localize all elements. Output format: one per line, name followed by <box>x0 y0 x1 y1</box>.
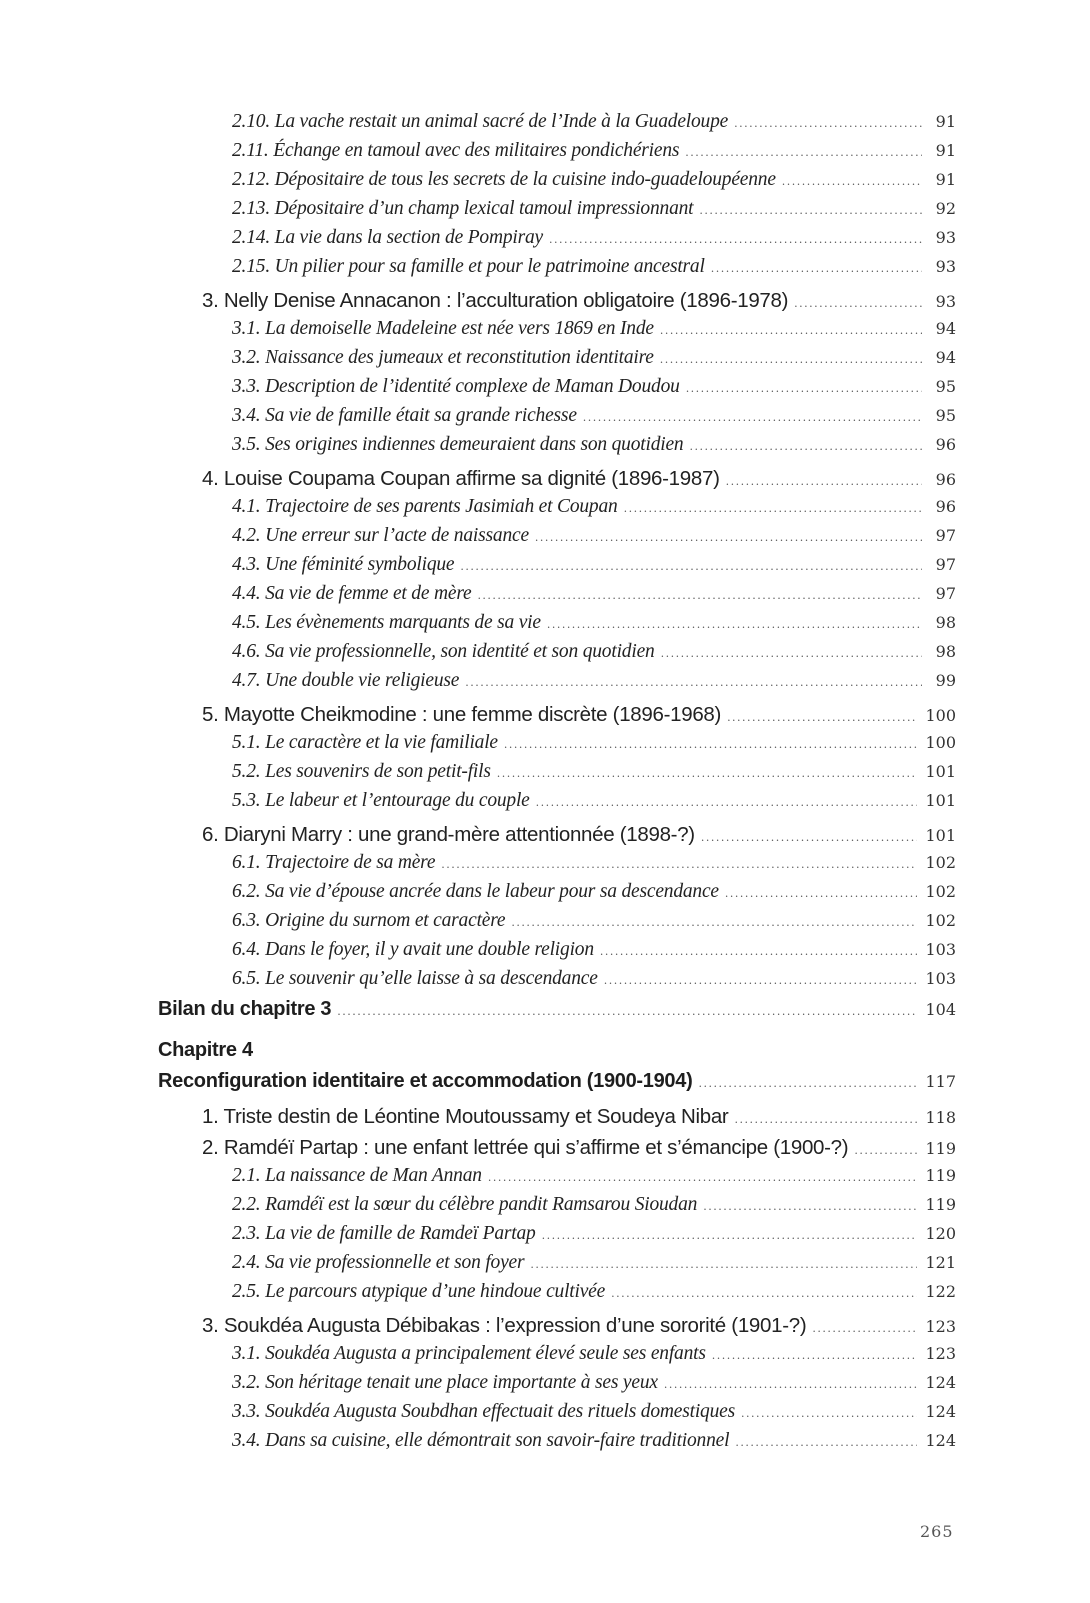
dot-leader <box>511 917 917 928</box>
page-ref: 94 <box>935 319 956 338</box>
dot-leader <box>698 1078 917 1089</box>
toc-entry[interactable]: 2.3. La vie de famille de Ramdeï Partap ..... 120 <box>158 1219 956 1248</box>
page-ref: 91 <box>935 170 956 189</box>
toc-entry[interactable]: 6.3. Origine du surnom et caractère ..... 102 <box>158 906 956 935</box>
toc-entry[interactable]: 2.15. Un pilier pour sa famille et pour le patrimoine ancestral ..... 93 <box>158 252 956 281</box>
page-ref: 99 <box>935 671 956 690</box>
toc-entry[interactable]: 4.5. Les évènements marquants de sa vie ..... 98 <box>158 608 956 637</box>
toc-entry[interactable]: 5.2. Les souvenirs de son petit-fils ..... 101 <box>158 757 956 786</box>
toc-bilan-chapitre-3[interactable]: Bilan du chapitre 3 ..... 104 <box>158 993 956 1025</box>
dot-leader <box>703 1201 917 1212</box>
toc-entry[interactable]: 3.2. Son héritage tenait une place importante à ses yeux ..... 124 <box>158 1368 956 1397</box>
toc-section-6[interactable]: 6. Diaryni Marry : une grand-mère attentionnée (1898-?) ..... 101 <box>158 817 956 852</box>
toc-entry[interactable]: 3.4. Dans sa cuisine, elle démontrait son savoir-faire traditionnel ..... 124 <box>158 1426 956 1455</box>
page-ref: 124 <box>925 1431 956 1450</box>
dot-leader <box>549 234 922 245</box>
dot-leader <box>735 1437 917 1448</box>
page-ref: 121 <box>925 1253 956 1272</box>
toc-entry[interactable]: 2.13. Dépositaire d’un champ lexical tamoul impressionnant ..... 92 <box>158 194 956 223</box>
toc-section-4[interactable]: 4. Louise Coupama Coupan affirme sa dignité (1896-1987) ..... 96 <box>158 461 956 496</box>
dot-leader <box>734 1114 917 1125</box>
dot-leader <box>536 797 918 808</box>
page-ref: 119 <box>925 1139 956 1158</box>
dot-leader <box>441 859 917 870</box>
page-ref: 118 <box>925 1108 956 1127</box>
dot-leader <box>711 263 922 274</box>
dot-leader <box>600 946 918 957</box>
toc-entry[interactable]: 6.4. Dans le foyer, il y avait une double religion ..... 103 <box>158 935 956 964</box>
toc-entry[interactable]: 4.1. Trajectoire de ses parents Jasimiah et Coupan ..... 96 <box>158 492 956 521</box>
page-ref: 100 <box>925 706 956 725</box>
page-ref: 123 <box>925 1344 956 1363</box>
page-ref: 119 <box>925 1166 956 1185</box>
page-ref: 97 <box>935 584 956 603</box>
toc-entry[interactable]: 3.3. Description de l’identité complexe de Maman Doudou ..... 95 <box>158 372 956 401</box>
page-number: 265 <box>920 1522 954 1541</box>
toc-entry[interactable]: 4.6. Sa vie professionnelle, son identité et son quotidien ..... 98 <box>158 637 956 666</box>
page-ref: 123 <box>925 1317 956 1336</box>
dot-leader <box>460 561 922 572</box>
page-ref: 95 <box>935 406 956 425</box>
toc-chapter-4-title[interactable]: Reconfiguration identitaire et accommodation (1900-1904) ..... 117 <box>158 1065 956 1097</box>
dot-leader <box>661 648 922 659</box>
toc-section-5[interactable]: 5. Mayotte Cheikmodine : une femme discrète (1896-1968) ..... 100 <box>158 697 956 732</box>
page-ref: 102 <box>925 853 956 872</box>
dot-leader <box>712 1350 918 1361</box>
dot-leader <box>699 205 922 216</box>
toc-entry[interactable]: 3.3. Soukdéa Augusta Soubdhan effectuait des rituels domestiques ..... 124 <box>158 1397 956 1426</box>
dot-leader <box>547 619 922 630</box>
toc-section-3[interactable]: 3. Nelly Denise Annacanon : l’acculturation obligatoire (1896-1978) ..... 93 <box>158 283 956 318</box>
toc-entry[interactable]: 2.11. Échange en tamoul avec des militaires pondichériens ..... 91 <box>158 136 956 165</box>
page-ref: 102 <box>925 911 956 930</box>
toc-entry[interactable]: 2.10. La vache restait un animal sacré de l’Inde à la Guadeloupe ..... 91 <box>158 107 956 136</box>
dot-leader <box>725 888 918 899</box>
page-ref: 104 <box>925 1000 956 1019</box>
page-ref: 96 <box>935 470 956 489</box>
toc-ch4-section-1[interactable]: 1. Triste destin de Léontine Moutoussamy et Soudeya Nibar ..... 118 <box>158 1099 956 1134</box>
page-ref: 122 <box>925 1282 956 1301</box>
toc-entry[interactable]: 3.1. La demoiselle Madeleine est née vers 1869 en Inde ..... 94 <box>158 314 956 343</box>
toc-entry[interactable]: 2.2. Ramdéï est la sœur du célèbre pandit Ramsarou Sioudan ..... 119 <box>158 1190 956 1219</box>
toc-entry[interactable]: 3.5. Ses origines indiennes demeuraient dans son quotidien ..... 96 <box>158 430 956 459</box>
page-ref: 124 <box>925 1373 956 1392</box>
page-ref: 98 <box>935 642 956 661</box>
page-ref: 119 <box>925 1195 956 1214</box>
dot-leader <box>660 354 922 365</box>
toc-entry[interactable]: 4.7. Une double vie religieuse ..... 99 <box>158 666 956 695</box>
dot-leader <box>782 176 922 187</box>
dot-leader <box>535 532 922 543</box>
page-ref: 93 <box>935 228 956 247</box>
dot-leader <box>689 441 922 452</box>
page-ref: 96 <box>935 435 956 454</box>
toc-entry[interactable]: 3.2. Naissance des jumeaux et reconstitution identitaire ..... 94 <box>158 343 956 372</box>
dot-leader <box>701 832 918 843</box>
dot-leader <box>530 1259 917 1270</box>
page-ref: 103 <box>925 969 956 988</box>
toc-entry[interactable]: 4.3. Une féminité symbolique ..... 97 <box>158 550 956 579</box>
toc-ch4-section-2[interactable]: 2. Ramdéï Partap : une enfant lettrée qui s’affirme et s’émancipe (1900-?) ..... 119 <box>158 1130 956 1165</box>
toc-entry[interactable]: 2.12. Dépositaire de tous les secrets de la cuisine indo-guadeloupéenne ..... 91 <box>158 165 956 194</box>
dot-leader <box>734 118 922 129</box>
page-ref: 120 <box>925 1224 956 1243</box>
dot-leader <box>497 768 918 779</box>
toc-entry[interactable]: 2.5. Le parcours atypique d’une hindoue cultivée ..... 122 <box>158 1277 956 1306</box>
dot-leader <box>583 412 922 423</box>
page-ref: 124 <box>925 1402 956 1421</box>
page-ref: 102 <box>925 882 956 901</box>
dot-leader <box>504 739 918 750</box>
dot-leader <box>660 325 922 336</box>
page-ref: 100 <box>925 733 956 752</box>
page-ref: 101 <box>925 826 956 845</box>
page-ref: 92 <box>935 199 956 218</box>
dot-leader <box>611 1288 917 1299</box>
dot-leader <box>542 1230 918 1241</box>
dot-leader <box>604 975 918 986</box>
page-ref: 93 <box>935 257 956 276</box>
dot-leader <box>488 1172 918 1183</box>
page-ref: 96 <box>935 497 956 516</box>
page-ref: 91 <box>935 112 956 131</box>
page-ref: 101 <box>925 762 956 781</box>
page-ref: 117 <box>925 1072 956 1091</box>
dot-leader <box>854 1145 917 1156</box>
toc-entry[interactable]: 6.1. Trajectoire de sa mère ..... 102 <box>158 848 956 877</box>
toc-entry[interactable]: 6.5. Le souvenir qu’elle laisse à sa descendance ..... 103 <box>158 964 956 993</box>
dot-leader <box>794 298 922 309</box>
dot-leader <box>477 590 922 601</box>
dot-leader <box>664 1379 918 1390</box>
toc-entry[interactable]: 3.1. Soukdéa Augusta a principalement élevé seule ses enfants ..... 123 <box>158 1339 956 1368</box>
dot-leader <box>812 1323 917 1334</box>
dot-leader <box>726 476 922 487</box>
toc-entry[interactable]: 2.1. La naissance de Man Annan ..... 119 <box>158 1161 956 1190</box>
page-ref: 91 <box>935 141 956 160</box>
page-ref: 94 <box>935 348 956 367</box>
toc-entry[interactable]: 5.1. Le caractère et la vie familiale ..... 100 <box>158 728 956 757</box>
chapter-4-heading: Chapitre 4 <box>158 1039 253 1061</box>
dot-leader <box>624 503 922 514</box>
page-ref: 98 <box>935 613 956 632</box>
dot-leader <box>727 712 917 723</box>
page-ref: 103 <box>925 940 956 959</box>
page-ref: 97 <box>935 526 956 545</box>
dot-leader <box>685 147 922 158</box>
toc-entry[interactable]: 2.4. Sa vie professionnelle et son foyer ..... 121 <box>158 1248 956 1277</box>
page-ref: 97 <box>935 555 956 574</box>
toc-entry[interactable]: 3.4. Sa vie de famille était sa grande richesse ..... 95 <box>158 401 956 430</box>
dot-leader <box>465 677 922 688</box>
toc-ch4-section-3[interactable]: 3. Soukdéa Augusta Débibakas : l’expression d’une sororité (1901-?) ..... 123 <box>158 1308 956 1343</box>
toc-entry[interactable]: 5.3. Le labeur et l’entourage du couple ..... 101 <box>158 786 956 815</box>
page-ref: 101 <box>925 791 956 810</box>
dot-leader <box>686 383 922 394</box>
page-ref: 93 <box>935 292 956 311</box>
toc-entry[interactable]: 6.2. Sa vie d’épouse ancrée dans le labeur pour sa descendance ..... 102 <box>158 877 956 906</box>
dot-leader <box>337 1006 917 1017</box>
dot-leader <box>741 1408 917 1419</box>
page-ref: 95 <box>935 377 956 396</box>
toc-entry[interactable]: 2.14. La vie dans la section de Pompiray ..... 93 <box>158 223 956 252</box>
toc-entry[interactable]: 4.4. Sa vie de femme et de mère ..... 97 <box>158 579 956 608</box>
toc-entry[interactable]: 4.2. Une erreur sur l’acte de naissance ..... 97 <box>158 521 956 550</box>
table-of-contents <box>158 107 956 1455</box>
